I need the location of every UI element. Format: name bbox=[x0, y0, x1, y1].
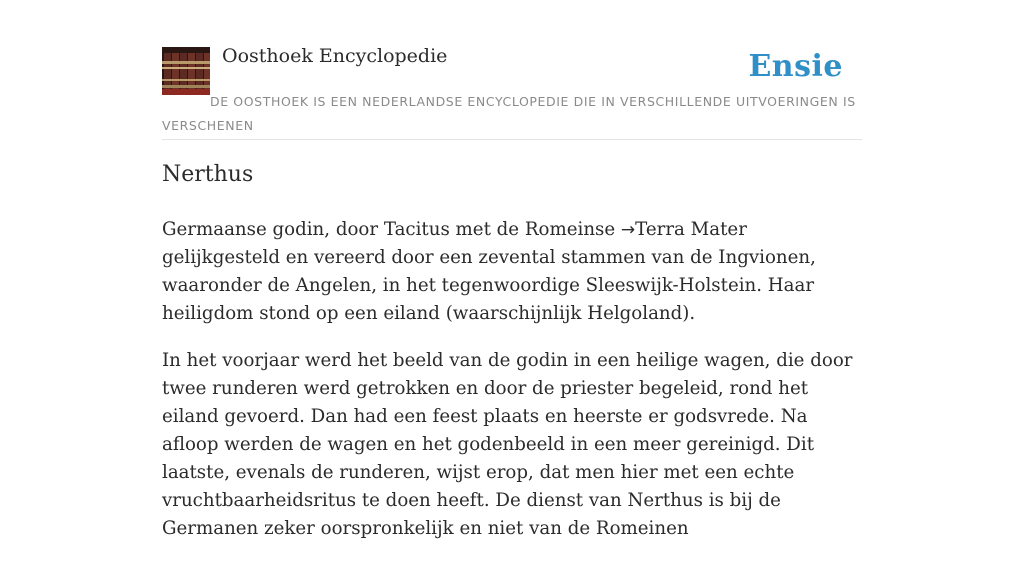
site-header bbox=[162, 0, 862, 140]
site-tagline: DE OOSTHOEK IS EEN NEDERLANDSE ENCYCLOPEDIE DIE IN VERSCHILLENDE UITVOERINGEN IS VERSCHENEN bbox=[162, 94, 856, 133]
encyclopedia-books-avatar[interactable] bbox=[162, 47, 210, 95]
article-title: Nerthus bbox=[162, 162, 254, 187]
ensie-logo[interactable]: Ensie bbox=[748, 49, 843, 84]
paragraph-text: Germaanse godin, door Tacitus met de Romeinse bbox=[162, 219, 621, 240]
article-body bbox=[162, 216, 867, 562]
paragraph-text: gelijkgesteld en vereerd door een zevental stammen van de Ingvionen, waaronder de Angelen, in het tegenwoordige Sleeswijk-Holstein. Haar heiligdom stond op een eiland (waarschijnlijk Helgoland). bbox=[162, 247, 816, 324]
site-title-link[interactable]: Oosthoek Encyclopedie bbox=[222, 45, 448, 67]
arrow-right-icon: → bbox=[620, 220, 636, 240]
article-paragraph bbox=[162, 216, 867, 328]
terra-mater-link[interactable] bbox=[621, 219, 747, 240]
link-label: Terra Mater bbox=[635, 219, 747, 240]
article-paragraph: In het voorjaar werd het beeld van de godin in een heilige wagen, die door twee runderen werd getrokken en door de priester begeleid, rond het eiland gevoerd. Dan had een feest plaats en heerste er godsvrede. Na afloop werden de wagen en het godenbeeld in een meer gereinigd. Dit laatste, evenals de runderen, wijst erop, dat men hier met een echte vruchtbaarheidsritus te doen heeft. De dienst van Nerthus is bij de Germanen zeker oorspronkelijk en niet van de Romeinen bbox=[162, 350, 853, 539]
content-container bbox=[162, 0, 862, 539]
